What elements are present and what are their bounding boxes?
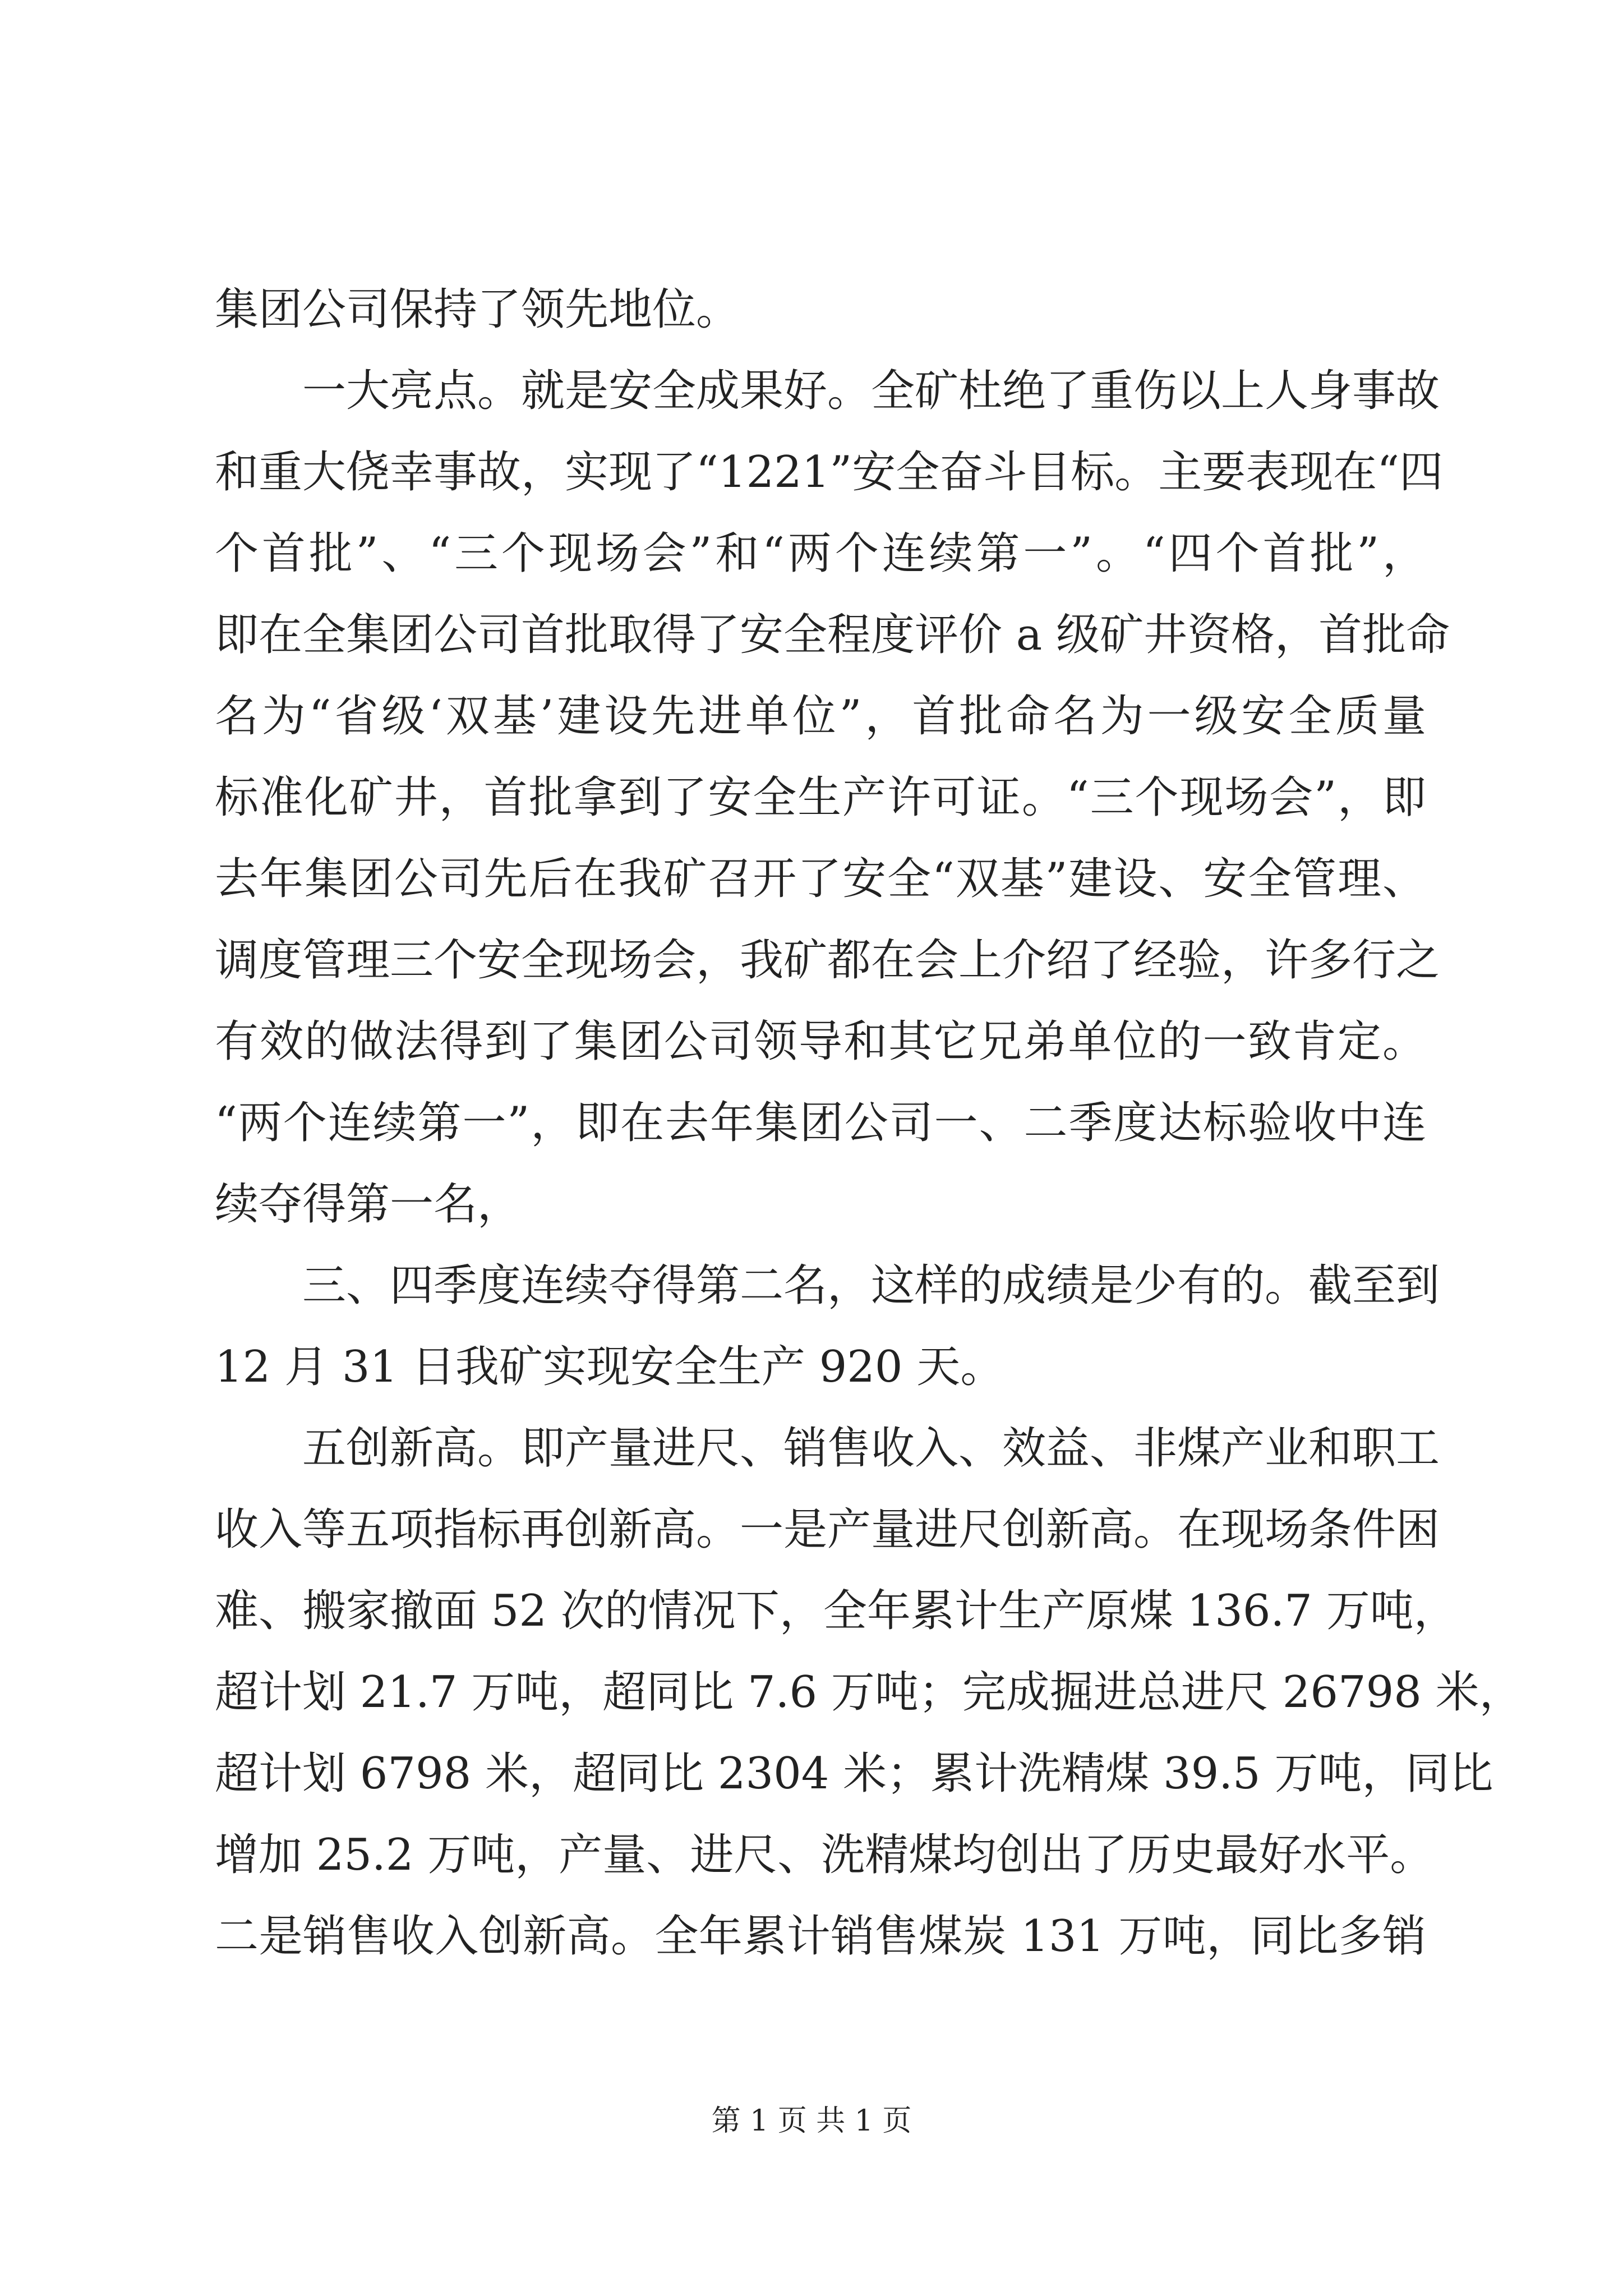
text-line: 调度管理三个安全现场会，我矿都在会上介绍了经验，许多行之 (215, 935, 1440, 986)
text-line: 超计划 6798 米，超同比 2304 米；累计洗精煤 39.5 万吨，同比 (215, 1749, 1493, 1799)
text-line: 五创新高。即产量进尺、销售收入、效益、非煤产业和职工 (302, 1423, 1440, 1474)
text-line: 去年集团公司先后在我矿召开了安全“双基”建设、安全管理、 (215, 854, 1426, 904)
text-line: 续夺得第一名， (215, 1179, 522, 1230)
text-line: 有效的做法得到了集团公司领导和其它兄弟单位的一致肯定。 (215, 1016, 1426, 1067)
document-body (215, 269, 1523, 1977)
text-line: “两个连续第一”，即在去年集团公司一、二季度达标验收中连 (215, 1098, 1426, 1148)
text-line: 名为“省级‘双基’建设先进单位”，首批命名为一级安全质量 (215, 691, 1426, 742)
text-line: 增加 25.2 万吨，产量、进尺、洗精煤均创出了历史最好水平。 (215, 1830, 1434, 1880)
text-line: 和重大侥幸事故，实现了“1221”安全奋斗目标。主要表现在“四 (215, 447, 1444, 498)
text-line: 12 月 31 日我矿实现安全生产 920 天。 (215, 1342, 1004, 1392)
text-line: 标准化矿井，首批拿到了安全生产许可证。“三个现场会”，即 (215, 772, 1426, 823)
text-line: 三、四季度连续夺得第二名，这样的成绩是少有的。截至到 (302, 1260, 1440, 1311)
text-line: 个首批”、“三个现场会”和“两个连续第一”。“四个首批”， (215, 528, 1426, 579)
text-line: 二是销售收入创新高。全年累计销售煤炭 131 万吨，同比多销 (215, 1911, 1426, 1962)
text-line: 难、搬家撤面 52 次的情况下，全年累计生产原煤 136.7 万吨， (215, 1586, 1458, 1636)
text-line: 集团公司保持了领先地位。 (215, 284, 740, 335)
text-line: 一大亮点。就是安全成果好。全矿杜绝了重伤以上人身事故 (302, 366, 1440, 416)
text-line: 收入等五项指标再创新高。一是产量进尺创新高。在现场条件困 (215, 1504, 1440, 1555)
text-line: 即在全集团公司首批取得了安全程度评价 a 级矿井资格，首批命 (215, 610, 1450, 660)
text-line: 超计划 21.7 万吨，超同比 7.6 万吨；完成掘进总进尺 26798 米， (215, 1667, 1523, 1718)
page-number-footer: 第 1 页 共 1 页 (711, 2104, 912, 2138)
